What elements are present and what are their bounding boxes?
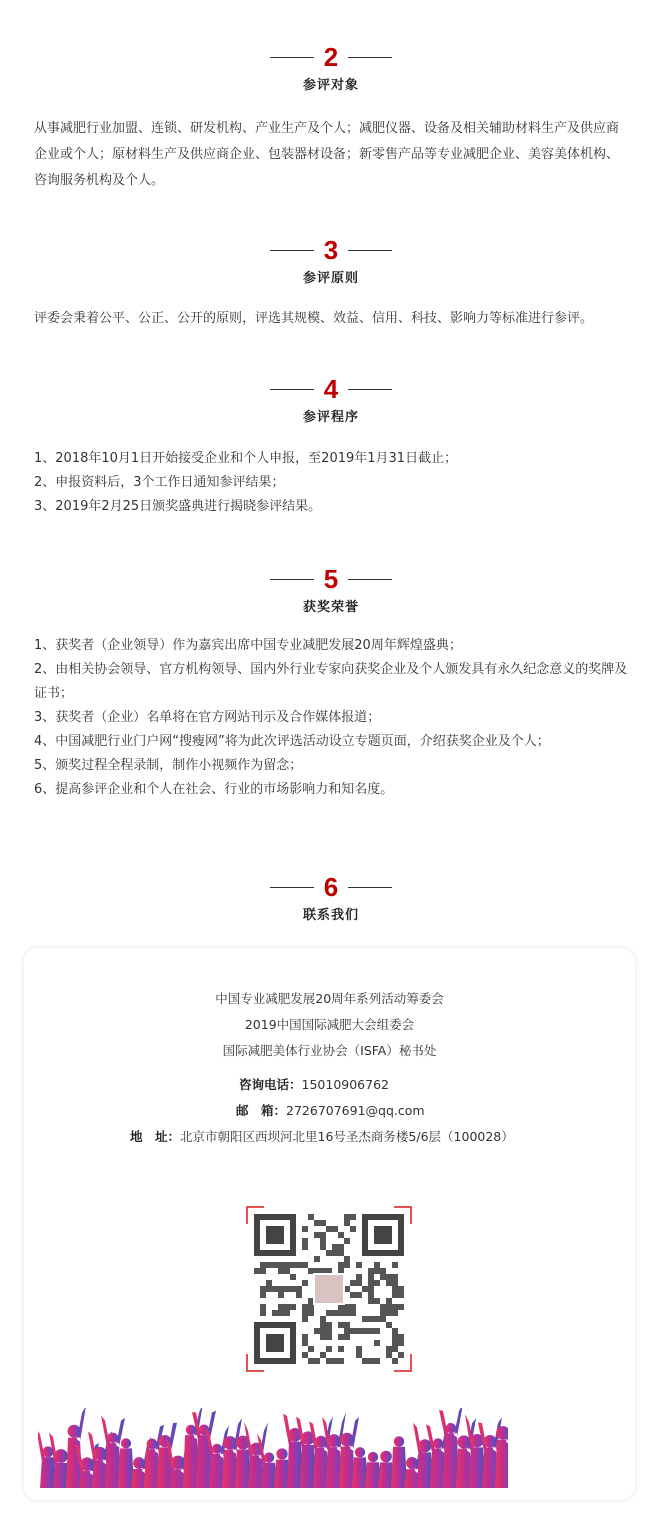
phone-value[interactable]: 15010906762 [301,1077,389,1092]
organizer-name: 2019中国国际减肥大会组委会 [244,1017,415,1032]
section-number: 4 [323,374,339,404]
address-label: 地 址： [130,1129,181,1144]
section-header-2 [0,42,662,93]
section-number: 3 [323,235,339,265]
section-number: 5 [323,564,339,594]
header-rule-right [348,57,392,58]
section-header-5 [0,564,662,615]
list-item: 1、获奖者（企业领导）作为嘉宾出席中国专业减肥发展20周年辉煌盛典； [34,638,462,653]
qr-code-icon [254,1214,404,1364]
organizer-name: 国际减肥美体行业协会（ISFA）秘书处 [222,1043,437,1058]
header-rule-left [270,250,314,251]
address-value: 北京市朝阳区西坝河北里16号圣杰商务楼5/6层（100028） [180,1129,514,1144]
phone-label: 咨询电话： [239,1077,302,1092]
objects-paragraph: 从事减肥行业加盟、连锁、研发机构、产业生产及个人；减肥仪器、设备及相关辅助材料生产及供应商企业或个人；原材料生产及供应商企业、包装器材设备；新零售产品等专业减肥企业、美容美体机构、咨询服务机构及个人。 [34,121,620,188]
header-rule-left [270,57,314,58]
address-row [130,1124,514,1150]
section-title: 参评原则 [302,271,359,286]
list-item: 2、由相关协会领导、官方机构领导、国内外行业专家向获奖企业及个人颁发具有永久纪念意义的奖牌及证书； [34,662,628,701]
list-item: 6、提高参评企业和个人在社会、行业的市场影响力和知名度。 [34,782,394,797]
section-title: 获奖荣誉 [302,600,359,615]
section-number: 2 [323,42,339,72]
contact-card [24,948,635,1500]
header-rule-right [348,389,392,390]
header-rule-left [270,389,314,390]
list-item: 5、颁奖过程全程录制，制作小视频作为留念； [34,758,303,773]
header-rule-right [348,887,392,888]
organizer-name: 中国专业减肥发展20周年系列活动筹委会 [215,991,444,1006]
section-title: 参评程序 [302,410,359,425]
qr-code [246,1206,412,1372]
list-item: 2、申报资料后，3个工作日通知参评结果； [34,475,285,490]
list-item: 3、获奖者（企业）名单将在官方网站刊示及合作媒体报道； [34,710,381,725]
section-title: 联系我们 [302,908,359,923]
list-item: 4、中国减肥行业门户网“搜瘦网”将为此次评选活动设立专题页面，介绍获奖企业及个人； [34,734,550,749]
procedure-list [34,447,630,519]
email-value[interactable]: 2726707691@qq.com [286,1103,425,1118]
email-label: 邮 箱： [236,1103,287,1118]
header-rule-right [348,579,392,580]
email-row [236,1098,425,1124]
header-rule-left [270,579,314,580]
list-item: 1、2018年10月1日开始接受企业和个人申报，至2019年1月31日截止； [34,451,458,466]
section-header-3 [0,235,662,286]
phone-row [239,1072,389,1098]
header-rule-left [270,887,314,888]
list-item: 3、2019年2月25日颁奖盛典进行揭晓参评结果。 [34,499,322,514]
crowd-silhouette-icon [38,1408,508,1488]
header-rule-right [348,250,392,251]
honors-list [34,634,630,802]
section-header-6 [0,872,662,923]
section-header-4 [0,374,662,425]
principle-paragraph: 评委会秉着公平、公正、公开的原则，评选其规模、效益、信用、科技、影响力等标准进行参评。 [34,311,594,326]
section-number: 6 [323,872,339,902]
section-title: 参评对象 [302,78,359,93]
